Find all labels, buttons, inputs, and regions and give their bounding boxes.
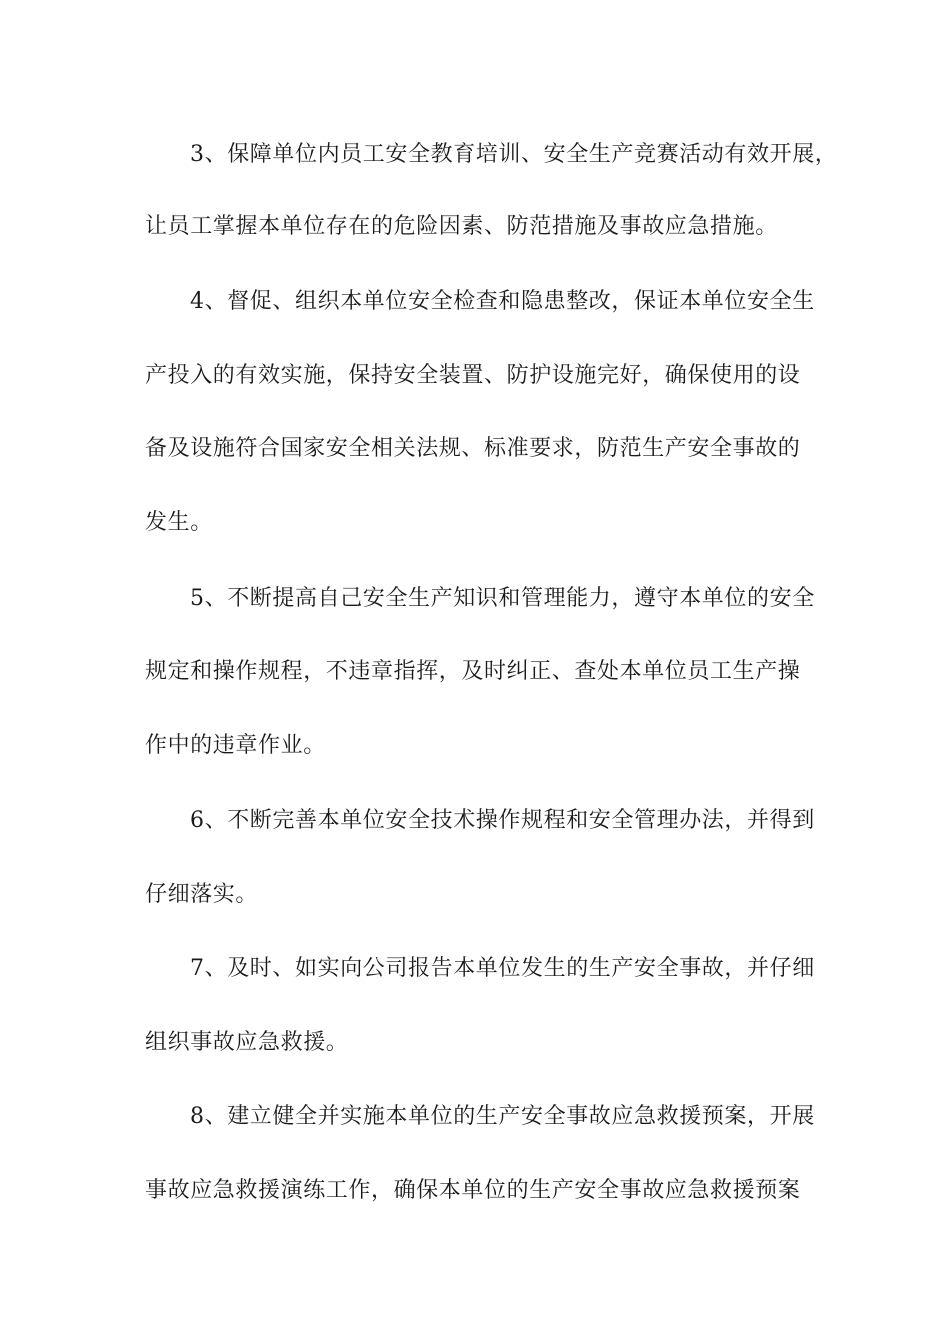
- paragraph-5-line-3: 作中的违章作业。: [145, 733, 326, 758]
- paragraph-4-line-4: 发生。: [145, 510, 213, 535]
- paragraph-8-line-2: 事故应急救援演练工作，确保本单位的生产安全事故应急救援预案: [145, 1178, 801, 1203]
- paragraph-8-line-1: 8、建立健全并实施本单位的生产安全事故应急救援预案，开展: [190, 1104, 815, 1129]
- paragraph-4-line-3: 备及设施符合国家安全相关法规、标准要求，防范生产安全事故的: [145, 436, 801, 461]
- paragraph-6-line-1: 6、不断完善本单位安全技术操作规程和安全管理办法，并得到: [190, 808, 815, 833]
- paragraph-5-line-1: 5、不断提高自己安全生产知识和管理能力，遵守本单位的安全: [190, 586, 815, 611]
- paragraph-7-line-2: 组织事故应急救援。: [145, 1030, 349, 1055]
- paragraph-6-line-2: 仔细落实。: [145, 882, 259, 907]
- paragraph-3-line-1: 3、保障单位内员工安全教育培训、安全生产竞赛活动有效开展，: [190, 142, 838, 167]
- paragraph-5-line-2: 规定和操作规程，不违章指挥，及时纠正、查处本单位员工生产操: [145, 659, 801, 684]
- paragraph-7-line-1: 7、及时、如实向公司报告本单位发生的生产安全事故，并仔细: [190, 956, 815, 981]
- paragraph-4-line-2: 产投入的有效实施，保持安全装置、防护设施完好，确保使用的设: [145, 363, 801, 388]
- paragraph-4-line-1: 4、督促、组织本单位安全检查和隐患整改，保证本单位安全生: [190, 289, 815, 314]
- paragraph-3-line-2: 让员工掌握本单位存在的危险因素、防范措施及事故应急措施。: [145, 214, 778, 239]
